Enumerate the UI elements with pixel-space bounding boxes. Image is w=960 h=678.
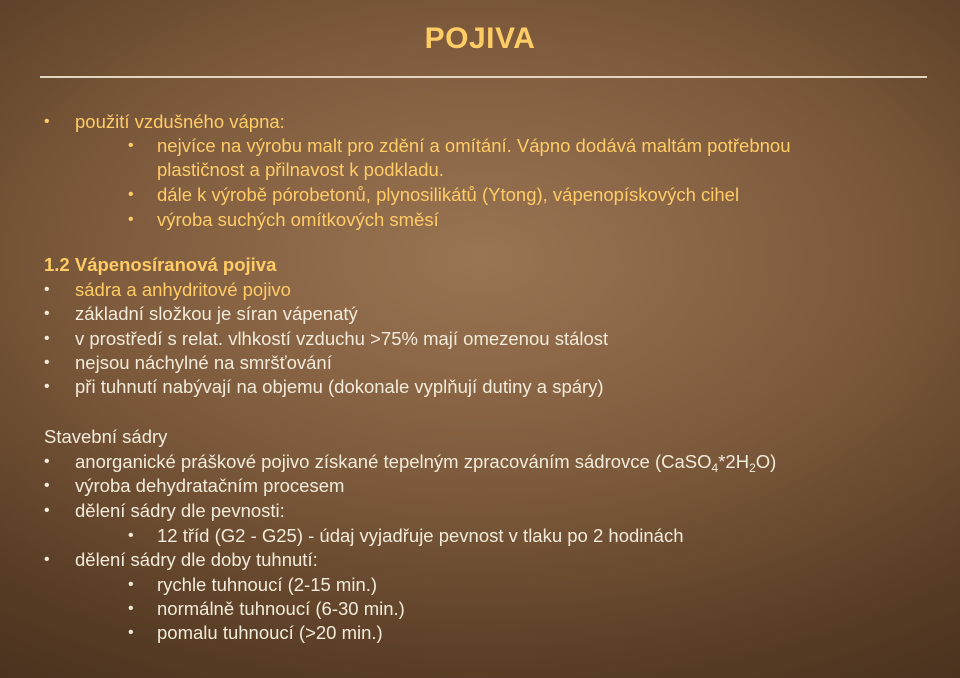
list-item-text: nejsou náchylné na smršťování	[75, 352, 332, 373]
bullet: •	[44, 453, 50, 470]
list-item-text: nejvíce na výrobu malt pro zdění a omítání. Vápno dodává maltám potřebnou	[157, 135, 791, 156]
bullet: •	[44, 502, 50, 519]
bullet: •	[128, 211, 134, 228]
list-item-text: dělení sádry dle doby tuhnutí:	[75, 549, 318, 570]
formula-prefix: anorganické práškové pojivo získané tepelným zpracováním sádrovce (CaSO	[75, 451, 712, 472]
bullet: •	[44, 305, 50, 322]
bullet: •	[44, 354, 50, 371]
list-item-text: normálně tuhnoucí (6-30 min.)	[157, 598, 405, 619]
list-item-text: dělení sádry dle pevnosti:	[75, 500, 285, 521]
bullet: •	[128, 186, 134, 203]
bullet: •	[44, 113, 50, 130]
formula-subscript: 4	[711, 461, 719, 475]
bullet: •	[128, 576, 134, 593]
list-item-text: výroba dehydratačním procesem	[75, 475, 345, 496]
section1-heading: použití vzdušného vápna:	[75, 111, 285, 132]
list-item-text: sádra a anhydritové pojivo	[75, 279, 291, 300]
section3-heading: Stavební sádry	[44, 426, 168, 447]
formula-mid: *2H	[718, 451, 750, 472]
list-item-text: výroba suchých omítkových směsí	[157, 209, 439, 230]
bullet: •	[44, 281, 50, 298]
bullet: •	[44, 378, 50, 395]
formula-suffix: O)	[755, 451, 777, 472]
slide-title: POJIVA	[424, 22, 536, 55]
bullet: •	[128, 137, 134, 154]
bullet: •	[44, 477, 50, 494]
section2-heading: 1.2 Vápenosíranová pojiva	[44, 254, 277, 275]
list-item-text: rychle tuhnoucí (2-15 min.)	[157, 574, 378, 595]
bullet: •	[44, 330, 50, 347]
list-item-text: základní složkou je síran vápenatý	[75, 303, 358, 324]
bullet: •	[44, 551, 50, 568]
list-item-text: 12 tříd (G2 - G25) - údaj vyjadřuje pevnost v tlaku po 2 hodinách	[157, 525, 684, 546]
list-item-text: dále k výrobě pórobetonů, plynosilikátů (Ytong), vápenopískových cihel	[157, 184, 740, 205]
list-item-text: v prostředí s relat. vlhkostí vzduchu >75% mají omezenou stálost	[75, 328, 609, 349]
list-item-text: plastičnost a přilnavost k podkladu.	[157, 159, 444, 180]
bullet: •	[128, 527, 134, 544]
bullet: •	[128, 624, 134, 641]
list-item-text: při tuhnutí nabývají na objemu (dokonale vyplňují dutiny a spáry)	[75, 376, 604, 397]
bullet: •	[128, 600, 134, 617]
title-divider	[40, 76, 927, 78]
formula-subscript: 2	[749, 461, 756, 475]
list-item-text: pomalu tuhnoucí (>20 min.)	[157, 622, 383, 643]
